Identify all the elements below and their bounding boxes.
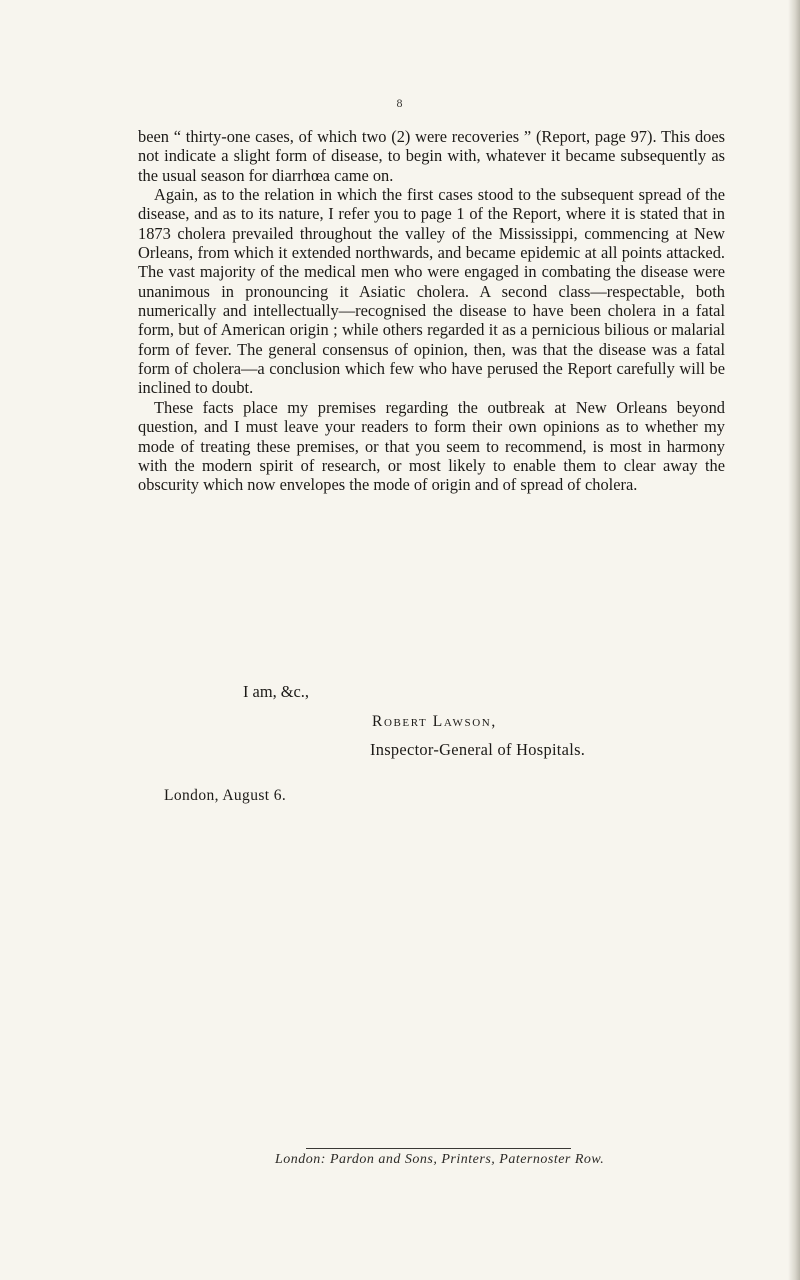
page-edge-shadow bbox=[788, 0, 800, 1280]
page-number: 8 bbox=[396, 96, 404, 110]
signature-name: Robert Lawson, bbox=[372, 713, 497, 730]
paragraph-2: Again, as to the relation in which the first cases stood to the subsequent spread of the disease, and as to its nature, I refer you to page 1 of the Report, where it is stated that in 1873 cholera prevailed throughout the valley of the Mississippi, commencing at New Orleans, from which it extended northwards, and became epidemic at all points attacked. The vast majority of the medical men who were engaged in combating the disease were unanimous in pronouncing it Asiatic cholera. A second class—respectable, both numerically and intellectually—recognised the disease to have been cholera in a fatal form, but of American origin ; while others regarded it as a pernicious bilious or malarial form of fever. The general consensus of opinion, then, was that the disease was a fatal form of cholera—a conclusion which few who have perused the Report carefully will be inclined to doubt. bbox=[138, 185, 725, 398]
letter-body bbox=[138, 127, 725, 495]
imprint-rule bbox=[306, 1148, 571, 1149]
signature-title: Inspector-General of Hospitals. bbox=[370, 740, 586, 759]
paragraph-1: been “ thirty-one cases, of which two (2) were recoveries ” (Report, page 97). This does not indicate a slight form of disease, to begin with, whatever it became subsequently as the usual season for diarrhœa came on. bbox=[138, 127, 725, 185]
paragraph-3: These facts place my premises regarding the outbreak at New Orleans beyond question, and I must leave your readers to form their own opinions as to whether my mode of treating these premises, or that you seem to recommend, is most in harmony with the modern spirit of research, or most likely to enable them to clear away the obscurity which now envelopes the mode of origin and of spread of cholera. bbox=[138, 397, 725, 495]
closing-salutation: I am, &c., bbox=[243, 682, 309, 701]
dateline: London, August 6. bbox=[164, 787, 287, 804]
printer-imprint: London: Pardon and Sons, Printers, Paternoster Row. bbox=[275, 1152, 605, 1167]
